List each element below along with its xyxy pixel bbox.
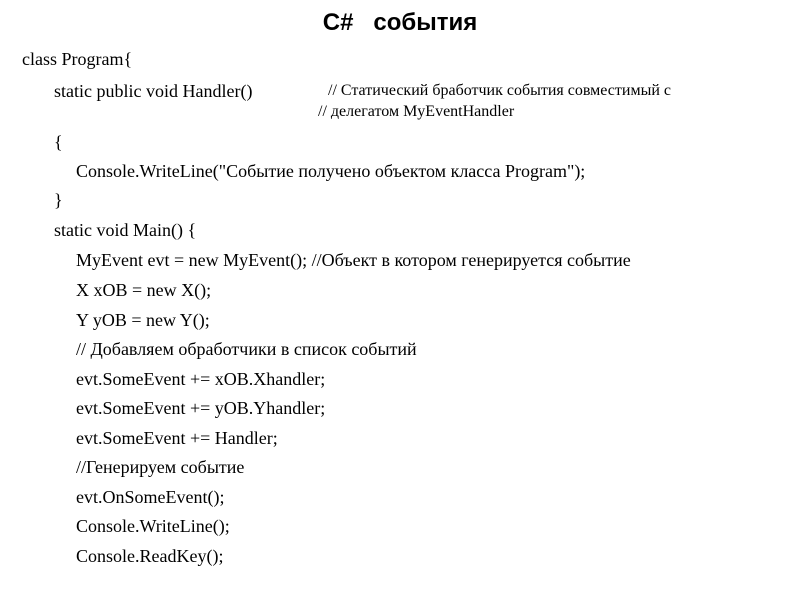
code-line-console-writeline: Console.WriteLine(); <box>76 516 230 536</box>
code-line-comment-generate: //Генерируем событие <box>76 457 245 477</box>
code-line-console-readkey: Console.ReadKey(); <box>76 546 224 566</box>
code-line-comment-add-handlers: // Добавляем обработчики в список событий <box>76 339 417 359</box>
code-line-close-brace: } <box>54 190 63 210</box>
code-line-handler-signature: static public void Handler() <box>54 81 253 101</box>
code-line-add-handler: evt.SomeEvent += Handler; <box>76 428 278 448</box>
code-line-add-xhandler: evt.SomeEvent += xOB.Xhandler; <box>76 369 326 389</box>
slide-title: C# события <box>322 9 478 36</box>
code-comment-handler-2: // делегатом MyEventHandler <box>318 103 515 120</box>
code-line-open-brace: { <box>54 132 63 152</box>
code-line-add-yhandler: evt.SomeEvent += yOB.Yhandler; <box>76 398 326 418</box>
code-line-console-writeline-program: Console.WriteLine("Событие получено объектом класса Program"); <box>76 161 586 181</box>
code-line-myevent: MyEvent evt = new MyEvent(); //Объект в котором генерируется событие <box>76 250 631 270</box>
code-line-yob: Y yOB = new Y(); <box>76 310 210 330</box>
code-line-class-program: class Program{ <box>22 49 133 69</box>
code-line-main-signature: static void Main() { <box>54 220 197 240</box>
code-line-xob: X xOB = new X(); <box>76 280 212 300</box>
code-comment-handler-1: // Статический бработчик события совместимый с <box>328 82 671 99</box>
code-line-onsomeevent: evt.OnSomeEvent(); <box>76 487 225 507</box>
